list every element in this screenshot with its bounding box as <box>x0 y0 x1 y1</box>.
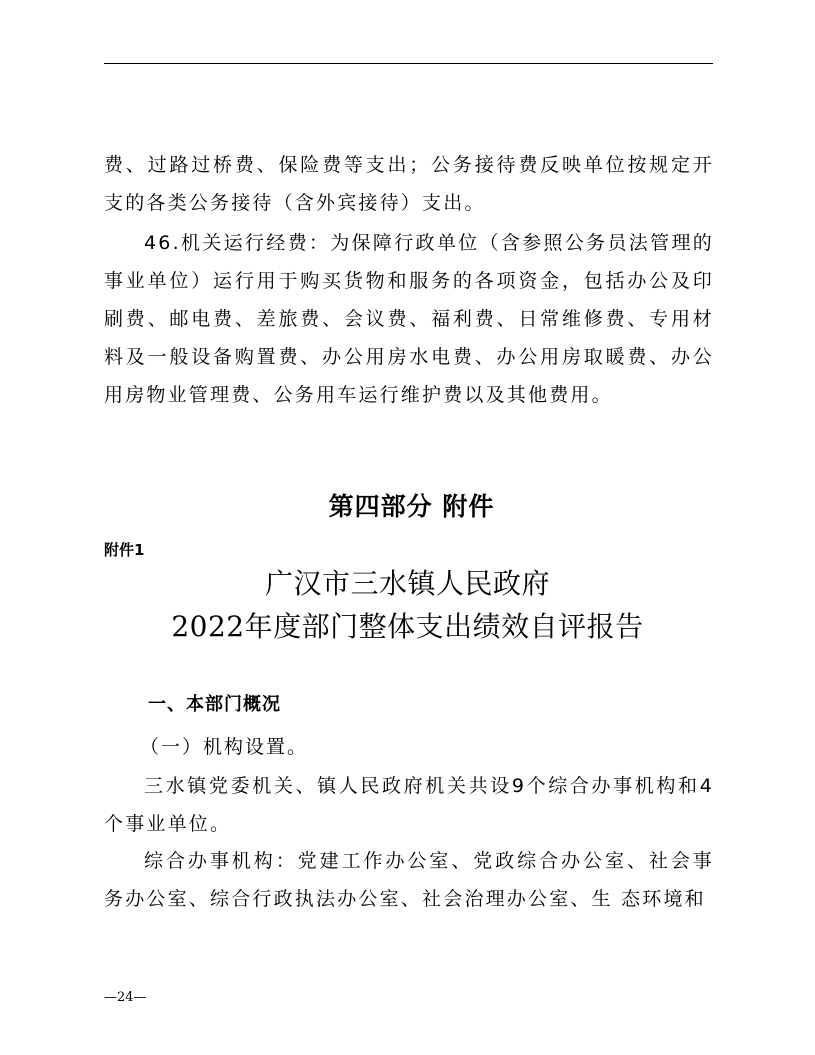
subheading-institution-setup: （一）机构设置。 <box>140 736 309 758</box>
header-rule <box>104 63 713 64</box>
heading-department-overview: 一、本部门概况 <box>148 694 281 715</box>
report-title-line-1: 广汉市三水镇人民政府 <box>264 567 550 600</box>
report-title-line-2: 2022年度部门整体支出绩效自评报告 <box>171 610 644 643</box>
paragraph-operating-expenses-definition: 46.机关运行经费：为保障行政单位（含参照公务员法管理的事业单位）运行用于购买货物和服务的各项资金，包括办公及印刷费、邮电费、差旅费、会议费、福利费、日常维修费、专用材料及一般设备购置费、办公用房水电费、办公用房取暖费、办公用房物业管理费、公务用车运行维护费以及其他费用。 <box>104 232 714 406</box>
page-number: —24— <box>104 990 147 1005</box>
section-title-part-four: 第四部分 附件 <box>328 492 495 521</box>
paragraph-institution-count: 三水镇党委机关、镇人民政府机关共设9个综合办事机构和4个事业单位。 <box>104 775 714 835</box>
attachment-label: 附件1 <box>104 541 145 559</box>
paragraph-office-list: 综合办事机构：党建工作办公室、党政综合办公室、社会事务办公室、综合行政执法办公室、社会治理办公室、生 态环境和 <box>104 850 714 910</box>
paragraph-expense-definition-continued: 费、过路过桥费、保险费等支出；公务接待费反映单位按规定开支的各类公务接待（含外宾接待）支出。 <box>104 154 714 214</box>
